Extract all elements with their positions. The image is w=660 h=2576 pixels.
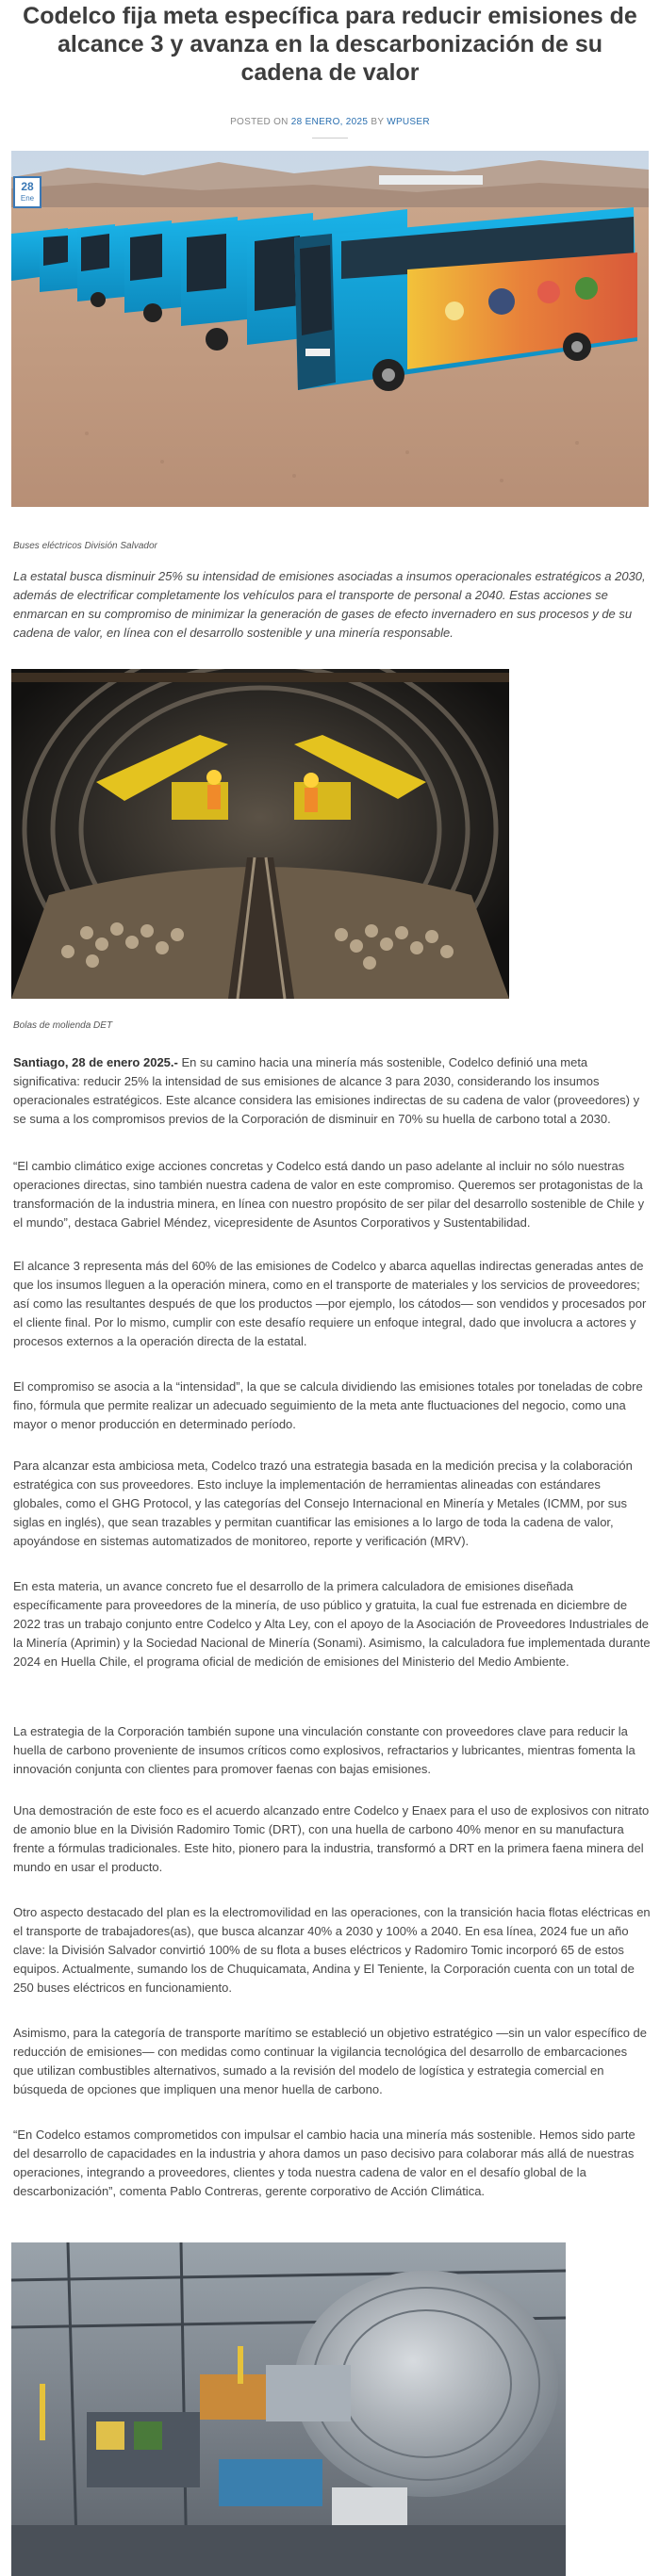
- body-paragraph-10: Asimismo, para la categoría de transporte marítimo se estableció un objetivo estratégico —sin un valor específico de reducción de emisiones— con medidas como continuar la vigilancia tecnológica del desarrollo de embarcaciones que utilizan combustibles alternativos, sumado a la revisión del modelo de logística y estrategia comercial en búsqueda de opciones que impliquen una menor huella de carbono.: [13, 2026, 648, 2096]
- dateline: Santiago, 28 de enero 2025.-: [13, 1055, 178, 1069]
- body-paragraph-2: “El cambio climático exige acciones concretas y Codelco está dando un paso adelante al incluir no sólo nuestras operaciones directas, sino también nuestra cadena de valor en este compromiso. Queremos ser protagonistas de la transformación de la industria minera, en línea con nuestro propósito de ser pilar del desarrollo sostenible de Chile y el mundo”, destaca Gabriel Méndez, vicepresidente de Asuntos Corporativos y Sustentabilidad.: [13, 1159, 645, 1230]
- date-badge-month: Ene: [20, 194, 35, 203]
- body-paragraph-5: Para alcanzar esta ambiciosa meta, Codelco trazó una estrategia basada en la medición precisa y la colaboración estratégica con sus proveedores. Esto incluye la implementación de herramientas alineadas con estándares globales, como el GHG Protocol, y las categorías del Consejo Internacional en Minería y Metales (ICMM, por sus siglas en inglés), que sean trazables y permitan cuantificar las emisiones a lo largo de toda la cadena de valor, apoyándose en sistemas automatizados de monitoreo, reporte y verificación (MRV).: [13, 1459, 633, 1548]
- body-paragraph-8: Una demostración de este foco es el acuerdo alcanzado entre Codelco y Enaex para el uso de explosivos con nitrato de amonio blue en la División Radomiro Tomic (DRT), con una huella de carbono 40% menor en su manufactura frente a fórmulas tradicionales. Este hito, pionero para la industria, transformó a DRT en la primera faena minera del mundo en usar el producto.: [13, 1803, 650, 1874]
- body-paragraph-3: El alcance 3 representa más del 60% de las emisiones de Codelco y abarca aquellas indirectas generadas antes de que los insumos lleguen a la operación minera, como en el transporte de materiales y los servicios de proveedores; así como las resultantes después de que los productos —por ejemplo, los cátodos— son vendidos y procesados por el cliente final. Por lo mismo, cumplir con este desafío requiere un enfoque integral, dado que involucra a actores y procesos externos a la operación directa de la estatal.: [13, 1259, 647, 1348]
- body-paragraph-7: La estrategia de la Corporación también supone una vinculación constante con proveedores clave para reducir la huella de carbono proveniente de insumos críticos como explosivos, refractarios y lubricantes, mientras fomenta la innovación conjunta con clientes para promover faenas con bajas emisiones.: [13, 1724, 635, 1776]
- image-grinding-plant: [11, 2242, 566, 2576]
- hero-image-buses: [11, 151, 649, 507]
- date-badge-day: 28: [21, 180, 34, 193]
- post-date-link[interactable]: 28 ENERO, 2025: [290, 117, 369, 127]
- body-paragraph-6: En esta materia, un avance concreto fue el desarrollo de la primera calculadora de emisiones diseñada específicamente para proveedores de la minería, de uso público y gratuita, la cual fue estrenada en diciembre de 2022 tras un trabajo conjunto entre Codelco y Alta Ley, con el apoyo de la Asociación de Proveedores Industriales de la Minería (Aprimin) y la Sociedad Nacional de Minería (Sonami). Asimismo, la calculadora fue implementada durante 2024 en Huella Chile, el programa oficial de medición de emisiones del Ministerio del Medio Ambiente.: [13, 1579, 651, 1669]
- meta-by: BY: [371, 117, 385, 127]
- body-paragraph-1: [13, 1053, 651, 1129]
- lead-paragraph: La estatal busca disminuir 25% su intensidad de emisiones asociadas a insumos operacionales estratégicos a 2030, además de electrificar completamente los vehículos para el transporte de personal a 2040. Estas acciones se enmarcan en su compromiso de minimizar la generación de gases de efecto invernadero en sus procesos y de su cadena de valor, en línea con el desarrollo sostenible y una minería responsable.: [13, 569, 646, 640]
- image-grinding-balls: [11, 669, 509, 999]
- body-paragraph-9: Otro aspecto destacado del plan es la electromovilidad en las operaciones, con la transición hacia flotas eléctricas en el transporte de trabajadores(as), que busca alcanzar 40% a 2030 y 100% a 2040. En esa línea, 2024 fue un año clave: la División Salvador convirtió 100% de su flota a buses eléctricos y Radomiro Tomic incorporó 65 de estos equipos. Actualmente, sumando los de Chuquicamata, Andina y El Teniente, la Corporación cuenta con un total de 250 buses eléctricos en funcionamiento.: [13, 1905, 651, 1995]
- body-paragraph-1-text: En su camino hacia una minería más sostenible, Codelco definió una meta significativa: reducir 25% la intensidad de sus emisiones de alcance 3 para 2030, considerando los insumos operacionales estratégicos. Este alcance considera las emisiones indirectas de su cadena de valor (proveedores) y se suma a los compromisos previos de la Corporación de disminuir en 70% su huella de carbono total a 2030.: [13, 1055, 640, 1126]
- post-meta: [0, 117, 660, 127]
- hero-caption: Buses eléctricos División Salvador: [13, 541, 157, 551]
- title-divider: [312, 138, 348, 139]
- meta-prefix: POSTED ON: [230, 117, 289, 127]
- body-paragraph-11: “En Codelco estamos comprometidos con impulsar el cambio hacia una minería más sostenible. Hemos sido parte del desarrollo de capacidades en la industria y ahora damos un paso decisivo para colaborar más allá de nuestras operaciones, integrando a proveedores, clientes y toda nuestra cadena de valor en el desafío global de la descarbonización”, comenta Pablo Contreras, gerente corporativo de Acción Climática.: [13, 2128, 635, 2198]
- date-badge: [13, 176, 41, 208]
- author-link[interactable]: WPUSER: [387, 117, 430, 127]
- page-title: Codelco fija meta específica para reducir emisiones de alcance 3 y avanza en la descarbonización de su cadena de valor: [23, 3, 637, 86]
- body-paragraph-4: El compromiso se asocia a la “intensidad”, la que se calcula dividiendo las emisiones totales por toneladas de cobre fino, fórmula que permite realizar un adecuado seguimiento de la meta ante fluctuaciones del negocio, como una mayor o menor producción en determinado período.: [13, 1379, 643, 1431]
- second-image-caption: Bolas de molienda DET: [13, 1020, 113, 1031]
